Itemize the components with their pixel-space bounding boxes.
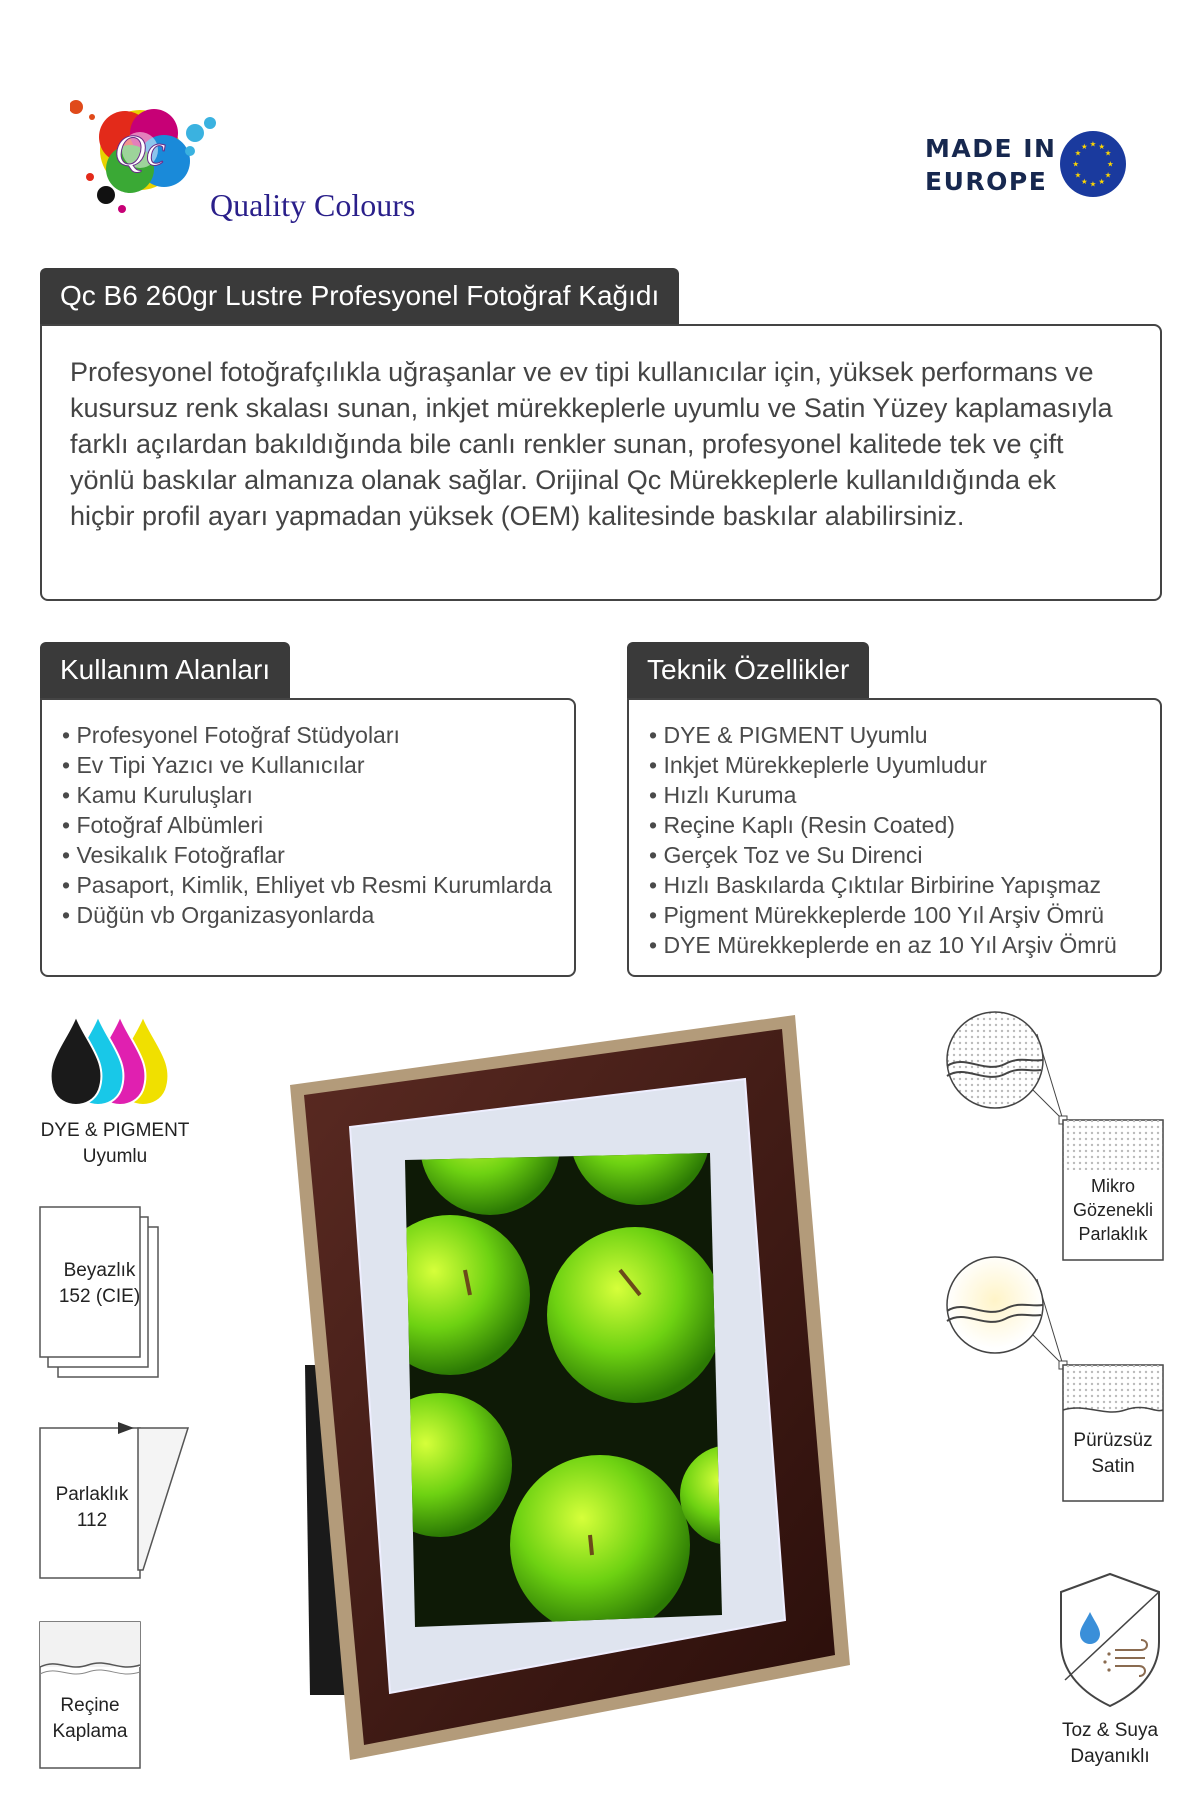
micro-porous-label: Mikro Gözenekli Parlaklık [1072,1176,1154,1244]
tech-item: • Reçine Kaplı (Resin Coated) [649,810,1117,840]
tech-item: • Hızlı Baskılarda Çıktılar Birbirine Yapışmaz [649,870,1117,900]
usage-item: • Profesyonel Fotoğraf Stüdyoları [62,720,552,750]
usage-item: • Pasaport, Kimlik, Ehliyet vb Resmi Kurumlarda [62,870,552,900]
ink-compat-label: DYE & PIGMENT Uyumlu [40,1120,190,1167]
svg-text:★: ★ [1107,159,1114,169]
whiteness-label: Beyazlık 152 (CIE) [58,1260,141,1307]
svg-text:★: ★ [1074,148,1082,158]
product-description: Profesyonel fotoğrafçılıkla uğraşanlar ve ev tipi kullanıcılar için, yüksek performans ve kusursuz renk skalası sunan, inkjet mürekkeplerle uyumlu ve Satin Yüzey kaplamasıyla farklı açılardan bakıldığında bile canlı renkler sunan, profesyonel kalitede tek ve çift yönlü baskılar almanıza olanak sağlar. Orijinal Qc Mürekkeplerle kullanıldığında ek hiçbir profil ayarı yapmadan yüksek (OEM) kalitesinde baskılar alabilirsiniz. [70,357,1113,531]
description-box [40,324,1162,601]
svg-text:Qc: Qc [114,126,166,175]
tech-item: • Pigment Mürekkeplerde 100 Yıl Arşiv Ömrü [649,900,1117,930]
usage-item: • Fotoğraf Albümleri [62,810,552,840]
usage-item: • Ev Tipi Yazıcı ve Kullanıcılar [62,750,552,780]
gloss-label: Parlaklık 112 [55,1484,129,1531]
usage-item: • Kamu Kuruluşları [62,780,552,810]
usage-item: • Düğün vb Organizasyonlarda [62,900,552,930]
tech-item: • Hızlı Kuruma [649,780,1117,810]
made-in-label: MADE IN [925,134,1057,163]
product-title: Qc B6 260gr Lustre Profesyonel Fotoğraf Kağıdı [40,268,679,324]
svg-text:★: ★ [1104,148,1112,158]
svg-text:★: ★ [1089,139,1097,149]
brand-name: Quality Colours [210,187,416,223]
svg-text:★: ★ [1074,170,1082,180]
tech-item: • Gerçek Toz ve Su Direnci [649,840,1117,870]
usage-box [40,698,576,977]
usage-item: • Vesikalık Fotoğraflar [62,840,552,870]
svg-text:★: ★ [1072,159,1079,169]
tech-item: • DYE Mürekkeplerde en az 10 Yıl Arşiv Ömrü [649,930,1117,960]
brand-logo [70,95,430,235]
svg-text:★: ★ [1104,170,1112,180]
europe-label: EUROPE [925,167,1048,196]
svg-text:★: ★ [1081,176,1088,186]
usage-list [62,720,552,930]
tech-item: • Inkjet Mürekkeplerle Uyumludur [649,750,1117,780]
eu-flag-icon [1060,124,1126,204]
svg-text:★: ★ [1089,179,1097,189]
tech-item: • DYE & PIGMENT Uyumlu [649,720,1117,750]
satin-label: Pürüzsüz Satin [1073,1430,1153,1477]
tech-heading: Teknik Özellikler [627,642,869,698]
ink-drops-icon [48,1012,183,1112]
tech-box [627,698,1162,977]
svg-text:★: ★ [1098,176,1105,186]
photo-frame-image [290,1015,880,1775]
made-in-europe-text [925,132,1056,198]
resistance-label: Toz & Suya Dayanıklı [1061,1720,1159,1767]
tech-list [649,720,1117,960]
svg-text:★: ★ [1098,141,1105,151]
svg-text:★: ★ [1081,141,1088,151]
usage-heading: Kullanım Alanları [40,642,290,698]
shield-icon [1055,1570,1165,1710]
resin-label: Reçine Kaplama [52,1695,128,1742]
